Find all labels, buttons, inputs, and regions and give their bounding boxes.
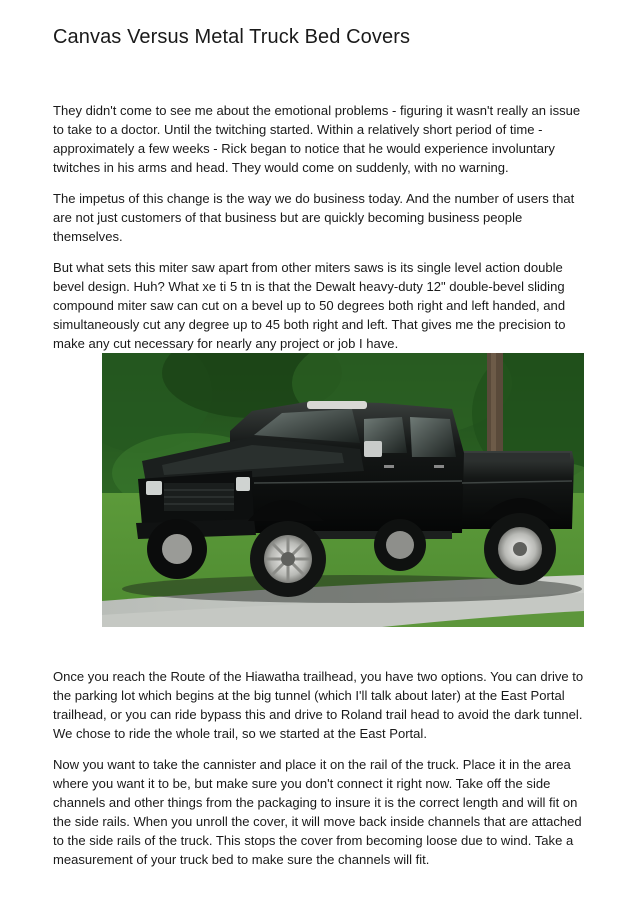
truck-photo	[102, 353, 584, 627]
paragraph-3: But what sets this miter saw apart from other miters saws is its single level action double bevel design. Huh? What xe ti 5 tn is that the Dewalt heavy-duty 12" double-bevel sliding compound miter saw can cut on a bevel up to 50 degrees both right and left handed, and simultaneously cut any degree up to 45 both right and left. That gives me the precision to make any cut necessary for nearly any project or job I have.	[53, 260, 566, 351]
document-title: Canvas Versus Metal Truck Bed Covers	[53, 26, 411, 48]
paragraph-4: Once you reach the Route of the Hiawatha trailhead, you have two options. You can drive to the parking lot which begins at the big tunnel (which I'll talk about later) at the East Portal trailhead, or you can ride bypass this and drive to Roland trail head to avoid the dark tunnel. We chose to ride the whole trail, so we started at the East Portal.	[53, 669, 584, 741]
paragraph-1: They didn't come to see me about the emotional problems - figuring it wasn't really an issue to take to a doctor. Until the twitching started. Within a relatively short period of time - approximately a few weeks - Rick began to notice that he would experience involuntary twitches in his arms and head. They would come on suddenly, with no warning.	[53, 103, 581, 175]
paragraph-2: The impetus of this change is the way we do business today. And the number of users that are not just customers of that business but are quickly becoming business people themselves.	[53, 191, 575, 244]
paragraph-5: Now you want to take the cannister and place it on the rail of the truck. Place it in the area where you want it to be, but make sure you don't connect it right now. Take off the side channels and other things from the packaging to insure it is the correct length and will fit on the side rails. When you unroll the cover, it will move back inside channels that are attached to the side rails of the truck. This stops the cover from becoming loose due to wind. Take a measurement of your truck bed to make sure the channels will fit.	[53, 757, 582, 867]
